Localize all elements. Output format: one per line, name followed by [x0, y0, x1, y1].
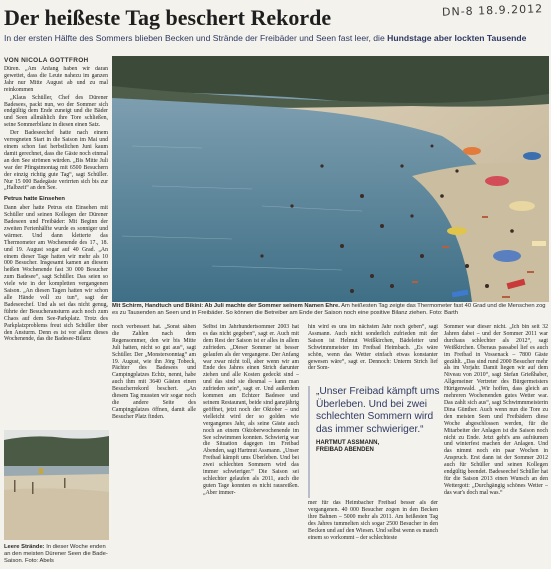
article-column-3	[203, 324, 299, 564]
subheadline-text: In der ersten Hälfte des Sommers blieben Becken und Strände der Freibäder und Seen fast leer, die	[4, 33, 388, 43]
caption-bold: Mit Schirm, Handtuch und Bikini: Ab Juli machte der Sommer seinem Namen Ehre.	[112, 303, 340, 309]
quote-role: FREIBAD ABENDEN	[316, 447, 374, 454]
empty-beach-image	[4, 430, 109, 540]
paragraph: Düren. „Am Anfang haben wir daran gewettet, dass die Leute nahezu im ganzen Jahr nur Mitte August ab und zu mal reinkommen	[4, 66, 108, 93]
small-caption-text: In dieser Woche enden an den meisten Dürener Seen die Bade-Saison. Foto: Abels	[4, 544, 108, 564]
paragraph: mer für das Heimbacher Freibad besser als der vergangenen. 40 000 Besucher zogen in den Becken ihre Bahnen – 5000 mehr als 2011. Am heißesten Tag des Jahres tummelten sich sogar 2500 Besucher in den Becken und auf den Wiesen. Und selbst wenn es manch einem so vorkommt – der schlechteste	[308, 500, 438, 541]
article-column-4-top	[308, 324, 438, 382]
section-subheading: Petrus hatte Einsehen	[4, 196, 65, 203]
caption-text: Am heißesten Tag zeigte das Thermometer fast 40 Grad und die Menschen zog es zu Tausenden an Seen und in Freibäder. So können die Betreiber am Ende der Saison noch eine positive Bilanz ziehen. Foto: Barth	[112, 303, 546, 316]
article-column-4-bottom	[308, 500, 438, 564]
handwritten-date-note: DN-8 18.9.2012	[441, 2, 544, 19]
small-caption-bold: Leere Strände:	[4, 544, 45, 550]
paragraph: Der Badeseechef hatte nach einem verregneten Start in die Saison im Mai und einem schon fast herbstlichen Juni kaum damit gerechnet, dass die Gäste noch einmal an den See strömen würden. „Bis Mitte Juli war der Pfingstmontag mit 6500 Besuchern der einzig richtig gute Tag“, sagt Schüller. Nur 15 000 Badegäste verirrten sich bis zur „Halbzeit“ an den See.	[4, 130, 108, 192]
quote-attribution	[316, 440, 442, 454]
quote-text: „Unser Freibad kämpft ums Überleben. Und bei zwei schlechten Sommern wird das immer schwieriger.“	[316, 386, 440, 435]
paragraph: hin wird es uns im nächsten Jahr noch geben“, sagt Assmann. Auch nicht sonderlich zufrieden mit der Saison ist Helmut Weißkirchen, Bädeleiter und Schwimmmeister im Freibad Heimbach. „Es wäre schön, wenn das Wetter einfach etwas konstanter gewesen wäre“, sagt er. Dennoch: Unterm Strich lief der Som-	[308, 324, 438, 372]
article-column-5	[444, 324, 548, 564]
quote-author: HARTMUT ASSMANN,	[316, 440, 380, 447]
beach-lake-image	[112, 56, 549, 302]
subheadline	[4, 33, 549, 43]
small-photo-caption	[4, 544, 109, 564]
beach-lake-photo	[112, 56, 549, 302]
article-column-2	[112, 324, 196, 502]
paragraph: Selbst im Jahrhundertsommer 2003 hat es das nicht gegeben“, sagt er. Auch mit dem Rest der Saison ist er alles in allem zufrieden. „Dieser Sommer ist besser gelaufen als der vergangene. Der Anfang war zwar nicht toll, aber wenn wir am Ende des Jahres einen Strich darunter ziehen und alle Kosten gedeckt sind – und das sind sie diesmal – kann man zufrieden sein“, sagt er. Und außerdem kommen am Echtzer Badesee und seinem Restaurant, beide sind ganzjährig geöffnet, jetzt noch der Oktober – und vielleicht wird der so golden wie vergangenes Jahr, als seine Gäste auch noch an einem Oktoberwochenende im See schwimmen konnten. Schwierig war die Situation dagegen im Freibad Abenden, sagt Hartmut Assmann. „Unser Freibad kämpft ums Überleben. Und bei zwei schlechten Sommern wird das immer schwieriger.“ Die Saison sei schlechter gelaufen als 2011, auch die guten Tage konnten es nicht rausreißen. „Aber immer-	[203, 324, 299, 496]
paragraph: Dann aber hatte Petrus ein Einsehen mit Schüller und seinen Kollegen der Dürener Badeseen und Freibäder: Mit Beginn der zweiten Ferienhälfte wurde es sonniger und wärmer. Und dann kletterte das Thermometer am Wochenende des 17., 18. und 19. August sogar auf 40 Grad. „An einem dieser Tage hatten wir mehr als 10 000 Besucher. Insgesamt kamen an diesem heißen Wochenende fast 30 000 Besucher zum Badesee“, sagt Schüller. Das seien so viele wie in der kompletten vergangenen Saison. „An diesen Tagen hatten wir schon alle Hände voll zu tun“, sagt der Badeseechef. Und als sei das nicht genug, führte der Besucheransturm auch noch zum Chaos auf dem See-Parkplatz. Trotz des Parkplatzproblems freut sich Schüller über den Ansturm. Denn es ist vor allem dieses Wochenende, das die Badesee-Bilanz	[4, 205, 108, 343]
paragraph: noch verbessert hat. „Sonst sähen die Zahlen nach dem Regensommer, den wir bis Mitte Juli hatten, nicht so gut aus“, sagt Schüller. Der „Monstersonntag“ am 19. August, wie ihn Jörg Tobeck, Pächter des Badesees und Campingplatzes Echtz, nennt, habe auch ihm mit 3640 Gästen einen Besucherrekord beschert. „An diesem Tag mussten wir sogar noch die andere Seite des Campingplatzes öffnen, damit alle Besucher Platz finden.	[112, 324, 196, 420]
pull-quote	[308, 386, 442, 498]
paragraph: Sommer war dieser nicht. „Ich bin seit 32 Jahren dabei – und der Sommer 2011 war durchaus schlechter als 2012“, sagt Weißkirchen. Überaus passabel lief es auch im Freibad in Vossenack – 7800 Gäste gezählt. „Das sind rund 2000 Besucher mehr als im Vorjahr. Damit liegen wir auf dem Niveau von 2010“, sagt Stefan Grießhaber, Allgemeiner Vertreter des Bürgermeisters Hürtgenwald. „Wir hoffen, dass gleich an mehreren Wochenenden gutes Wetter war. Das zahlt sich aus“, sagt Schwimmmeisterin Dina Günther. Auch wenn nun die Tore zu den meisten Seen und Freibädern diese Woche abgeschlossen werden, für die Mitarbeiter der Anlagen ist die Saison noch nicht zu Ende. Jetzt geht's ans aufräumen und winterfest machen der Anlagen. Und das nimmt noch ein paar Wochen in Anspruch. Erst dann ist der Sommer 2012 auch für Schüller und seinen Kollegen endgültig beendet. Badeseechef Schüller hat für die Saison 2013 einen Wunsch an den Wettergott: „Durchgängig schönes Wetter – das war's doch mal was.“	[444, 324, 548, 496]
empty-beach-photo	[4, 430, 109, 540]
main-photo-caption	[112, 303, 549, 317]
byline: VON NICOLA GOTTFROH	[4, 57, 89, 64]
subheadline-bold: Hundstage aber lockten Tausende	[387, 33, 527, 43]
headline: Der heißeste Tag beschert Rekorde	[4, 5, 332, 30]
article-column-1	[4, 66, 108, 430]
paragraph: „Klaus Schüller, Chef des Dürener Badesees, packt nun, wo der Sommer sich endgültig dem Ende zuneigt und die Bäder und Seen allmählich ihre Tore schließen, seine Sommerbilanz in diesen einen Satz.	[4, 94, 108, 129]
